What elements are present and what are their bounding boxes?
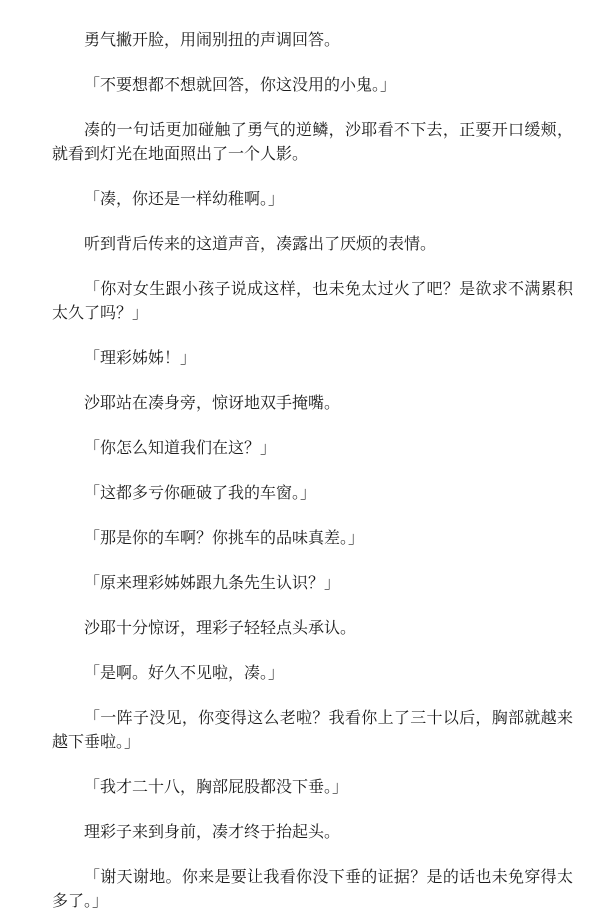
- paragraph: 「理彩姊姊！」: [84, 348, 197, 367]
- paragraph: 「一阵子没见，你变得这么老啦？我看你上了三十以后，胸部就越来越下垂啦。」: [52, 708, 573, 751]
- paragraph: 「你对女生跟小孩子说成这样，也未免太过火了吧？是欲求不满累积太久了吗？」: [52, 279, 573, 322]
- paragraph: 凑的一句话更加碰触了勇气的逆鳞，沙耶看不下去，正要开口缓颊，就看到灯光在地面照出了一个人影。: [52, 120, 573, 163]
- paragraph: 沙耶十分惊讶，理彩子轻轻点头承认。: [84, 618, 357, 637]
- paragraph: 「我才二十八，胸部屁股都没下垂。」: [84, 777, 349, 796]
- paragraph: 理彩子来到身前，凑才终于抬起头。: [84, 822, 341, 841]
- paragraph: 「这都多亏你砸破了我的车窗。」: [84, 483, 317, 502]
- paragraph: 「不要想都不想就回答，你这没用的小鬼。」: [84, 75, 397, 94]
- paragraph: 「原来理彩姊姊跟九条先生认识？」: [84, 573, 341, 592]
- paragraph: 「谢天谢地。你来是要让我看你没下垂的证据？是的话也未免穿得太多了。」: [52, 867, 573, 910]
- paragraph: 「凑，你还是一样幼稚啊。」: [84, 189, 285, 208]
- paragraph: 听到背后传来的这道声音，凑露出了厌烦的表情。: [84, 234, 437, 253]
- paragraph: 「你怎么知道我们在这？」: [84, 438, 277, 457]
- paragraph: 勇气撇开脸，用闹别扭的声调回答。: [84, 30, 341, 49]
- paragraph: 「是啊。好久不见啦，凑。」: [84, 663, 285, 682]
- paragraph: 「那是你的车啊？你挑车的品味真差。」: [84, 528, 365, 547]
- paragraph: 沙耶站在凑身旁，惊讶地双手掩嘴。: [84, 393, 341, 412]
